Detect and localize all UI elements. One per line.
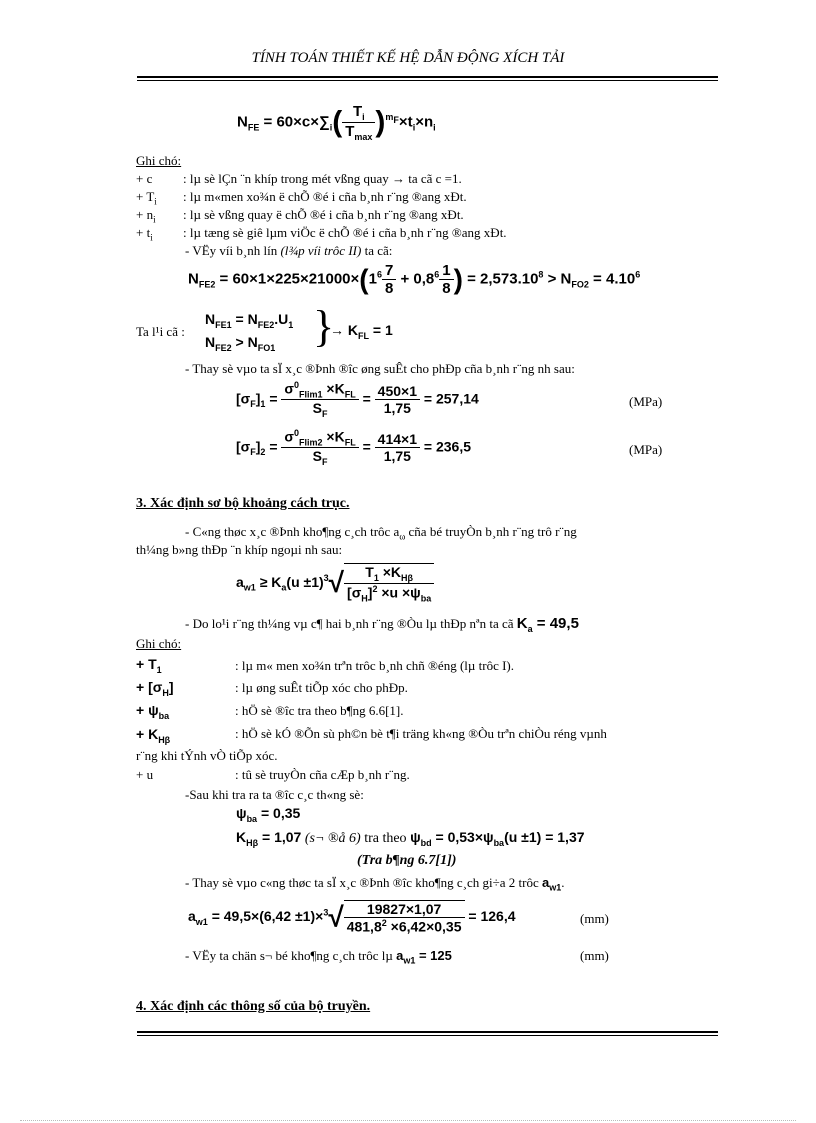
note2-row-t1-text: : lµ m« men xo¾n trªn trôc b¸nh chñ ®éng (lµ trôc I). [235, 658, 514, 673]
talai-line1: $N_{FE1} = N_{FE2}.U_1$ [205, 311, 294, 330]
talai-line2: $N_{FE2} > N_{FO1}$ [205, 334, 276, 353]
note2-title: Ghi chó: [136, 636, 182, 651]
unit-mm-2: (mm) [580, 948, 609, 963]
line-thay-so-1: - Thay sè vµo ta sÏ x¸c ®Þnh ®îc øng suÊt cho phÐp cña b¸nh r¨ng nh sau: [185, 361, 575, 376]
note1-row-c-symbol: + c [136, 171, 153, 186]
formula-nfe: $N_{FE} = 60\times c\times\sum_i$( $\frac{T_i}{T_{max}}$ )$^{m_F}\times t_i\times n_i$ [237, 103, 436, 142]
note1-title: Ghi chó: [136, 153, 182, 168]
note2-row-khb-continued: r¨ng khi tÝnh vÒ tiÕp xóc. [136, 748, 278, 763]
line-thay-so-2: - Thay sè vµo c«ng thøc ta sÏ x¸c ®Þnh ®îc kho¶ng c¸ch gi÷a 2 trôc $a_{w1}$. [185, 875, 565, 893]
formula-sigma-f2: $[\sigma_F]_2$ = $\frac{\sigma^0_{Flim2} \times K_{FL}}{S_F}$ = $\frac{414\times 1}{1,75}$ = 236,5 [236, 428, 471, 468]
header-rule-thin [137, 80, 718, 81]
note2-row-sigmah-symbol: + $[\sigma_H]$ [136, 679, 174, 698]
unit-mpa-2: (MPa) [629, 442, 663, 457]
line-vay-voi-banh-lon: - VËy víi b¸nh lín (l¾p víi trôc II) ta cã: [185, 243, 393, 258]
p3-line2: th¼ng b»ng thÐp ¨n khíp ngoµi nh sau: [136, 542, 343, 557]
note2-row-sigmah-text: : lµ øng suÊt tiÕp xóc cho phÐp. [235, 680, 408, 695]
p3-line1: - C«ng thøc x¸c ®Þnh kho¶ng c¸ch trôc $a_\omega$ cña bé truyÒn b¸nh r¨ng trô r¨ng [185, 524, 577, 542]
line-do-loai: - Do lo¹i r¨ng th¼ng vµ c¶ hai b¸nh r¨ng ®Òu lµ thÐp nªn ta cã $K_a = 49,5$ [185, 615, 579, 634]
talai-result: → $K_{FL} = 1$ [330, 322, 393, 341]
formula-aw-numeric: $a_{w1} = 49,5\times(6,42 \pm 1)\times^3√$ $\frac{19827\times 1,07}{481,8^2 \times 6,42\times 0,35}$ = 126,4 [188, 901, 516, 935]
note1-row-ni-text: : lµ sè vßng quay ë chÕ ®é i cña b¸nh r¨ng ®ang xÐt. [183, 207, 464, 222]
footer-rule-thick [137, 1031, 718, 1033]
value-psi-ba: $\psi_{ba} = 0,35$ [236, 805, 301, 824]
note1-row-ti2-symbol: + $t_i$ [136, 225, 153, 243]
note1-row-c-text: : lµ sè lÇn ¨n khíp trong mét vßng quay → ta cã c =1. [183, 171, 462, 186]
note2-row-psi-text: : hÖ sè ®îc tra theo b¶ng 6.6[1]. [235, 703, 404, 718]
header-rule-thick [137, 76, 718, 78]
note2-row-psi-symbol: + $\psi_{ba}$ [136, 702, 170, 721]
note2-row-u-symbol: + u [136, 767, 154, 782]
tra-bang-note: (Tra b¶ng 6.7[1]) [357, 853, 457, 868]
note2-row-khb-text: : hÖ sè kÓ ®Õn sù ph©n bè t¶i träng kh«ng ®Òu trªn chiÒu réng vµnh [235, 726, 607, 741]
note1-row-ti-symbol: + $T_i$ [136, 189, 157, 207]
unit-mm-1: (mm) [580, 911, 609, 926]
page-header: TÍNH TOÁN THIẾT KẾ HỆ DẪN ĐỘNG XÍCH TẢI [251, 50, 565, 66]
note1-row-ni-symbol: + $n_i$ [136, 207, 156, 225]
formula-aw: $a_{w1} \ge K_a(u \pm 1)^3√$ $\frac{T_1 \times K_{H\beta}}{[\sigma_H]^2 \times u \times\psi_{ba}}$ [236, 563, 434, 603]
note2-row-t1-symbol: + $T_1$ [136, 656, 162, 675]
note2-row-u-text: : tû sè truyÒn cña cÆp b¸nh r¨ng. [235, 767, 410, 782]
line-vay-chon: - VËy ta chän s¬ bé kho¶ng c¸ch trôc lµ $a_{w1} = 125$ [185, 948, 452, 966]
footer-rule-thin [137, 1035, 718, 1036]
formula-nfe2: $N_{FE2} = 60\times 1\times 225\times 21000\times(1^6$ $\frac{7}{8}$ + $0,8^6$ $\frac{1}{8}$ ) = $2,573.10^8 > N_{FO2} = 4.10^6$ [188, 262, 641, 297]
brace-icon: } [313, 302, 335, 351]
section-4-heading: 4. Xác định các thông số của bộ truyền. [136, 999, 371, 1014]
note1-row-ti-text: : lµ m«men xo¾n ë chÕ ®é i cña b¸nh r¨ng ®ang xÐt. [183, 189, 467, 204]
note2-row-khb-symbol: + $K_{H\beta}$ [136, 726, 171, 745]
page-bottom-dotted-line [20, 1120, 796, 1121]
line-sau-khi-tra: -Sau khi tra ra ta ®îc c¸c th«ng sè: [185, 787, 364, 802]
talai-label: Ta l¹i cã : [136, 324, 185, 339]
formula-sigma-f1: $[\sigma_F]_1$ = $\frac{\sigma^0_{Flim1} \times K_{FL}}{S_F}$ = $\frac{450\times 1}{1,75}$ = 257,14 [236, 380, 479, 420]
value-khb: $K_{H\beta} = 1,07$ (s¬ ®å 6) tra theo $\psi_{bd} = 0,53\times\psi_{ba}(u \pm 1) = 1,37$ [236, 829, 585, 848]
note1-row-ti2-text: : lµ tæng sè giê lµm viÖc ë chÕ ®é i cña b¸nh r¨ng ®ang xÐt. [183, 225, 507, 240]
unit-mpa-1: (MPa) [629, 394, 663, 409]
section-3-heading: 3. Xác định sơ bộ khoảng cách trục. [136, 496, 350, 511]
